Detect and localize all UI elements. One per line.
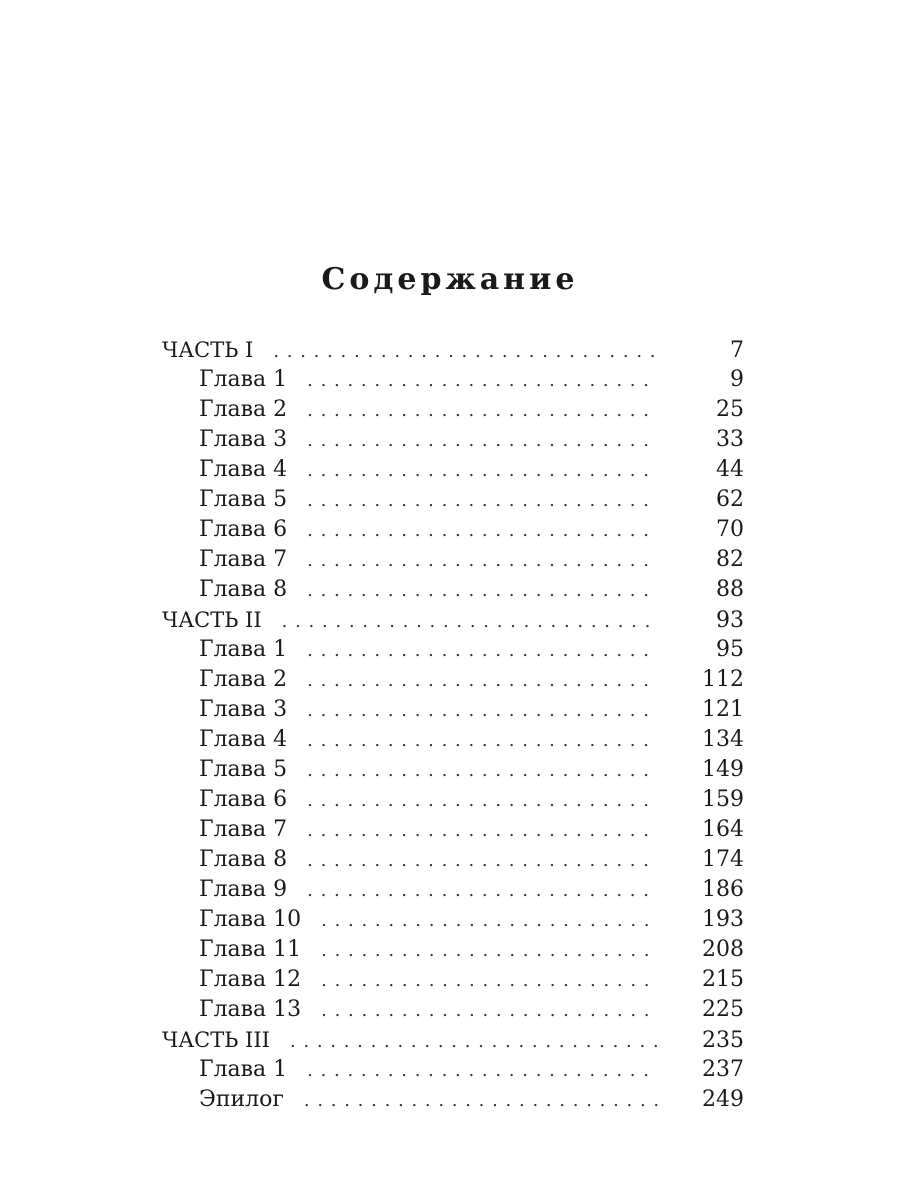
toc-chapter-entry [162, 395, 744, 425]
toc-entry-label: Глава 8 [199, 577, 288, 602]
dot-leader [307, 486, 658, 516]
dot-leader [307, 396, 658, 426]
toc-chapter-entry [162, 455, 744, 485]
dot-leader [307, 666, 658, 696]
dot-leader [307, 636, 658, 666]
dot-leader [282, 607, 658, 637]
toc-entry-label: Глава 11 [199, 937, 302, 962]
toc-page-number: 112 [702, 667, 744, 692]
toc-entry-label: Глава 3 [199, 697, 288, 722]
dot-leader [307, 756, 658, 786]
toc-entry-label: Глава 12 [199, 967, 302, 992]
toc-entry-label: Глава 9 [199, 877, 288, 902]
toc-chapter-entry [162, 995, 744, 1025]
dot-leader [307, 426, 658, 456]
toc-entry-label: Глава 6 [199, 787, 288, 812]
toc-entry-label: Глава 4 [199, 457, 288, 482]
toc-page-number: 88 [716, 577, 744, 602]
toc-page-number: 9 [730, 367, 744, 392]
toc-entry-label: Глава 3 [199, 427, 288, 452]
toc-page-number: 186 [702, 877, 744, 902]
toc-entry-label: Глава 4 [199, 727, 288, 752]
toc-entry-label: Глава 2 [199, 397, 288, 422]
toc-page-number: 208 [702, 937, 744, 962]
toc-chapter-entry [162, 905, 744, 935]
toc-part-entry [162, 335, 744, 365]
toc-entry-label: Глава 6 [199, 517, 288, 542]
dot-leader [290, 1027, 658, 1057]
toc-page-number: 215 [702, 967, 744, 992]
toc-page-number: 121 [702, 697, 744, 722]
toc-page-number: 149 [702, 757, 744, 782]
toc-page-number: 7 [730, 338, 744, 363]
toc-chapter-entry [162, 485, 744, 515]
dot-leader [307, 846, 658, 876]
dot-leader [321, 996, 658, 1026]
dot-leader [307, 876, 658, 906]
dot-leader [307, 696, 658, 726]
dot-leader [307, 576, 658, 606]
toc-page-number: 95 [716, 637, 744, 662]
toc-chapter-entry [162, 575, 744, 605]
toc-page-number: 70 [716, 517, 744, 542]
toc-part-entry [162, 605, 744, 635]
dot-leader [307, 816, 658, 846]
toc-chapter-entry [162, 365, 744, 395]
toc-page-number: 237 [702, 1057, 744, 1082]
page-title: Содержание [321, 262, 579, 297]
dot-leader [273, 337, 658, 367]
toc-chapter-entry [162, 1055, 744, 1085]
toc-chapter-entry [162, 815, 744, 845]
toc-entry-label: ЧАСТЬ III [162, 1028, 270, 1052]
toc-page-number: 225 [702, 997, 744, 1022]
toc-chapter-entry [162, 845, 744, 875]
toc-chapter-entry [162, 545, 744, 575]
toc-page-number: 93 [716, 608, 744, 633]
dot-leader [307, 366, 658, 396]
dot-leader [321, 936, 658, 966]
toc-entry-label: Глава 8 [199, 847, 288, 872]
toc-chapter-entry [162, 965, 744, 995]
toc-chapter-entry [162, 935, 744, 965]
toc-chapter-entry [162, 635, 744, 665]
toc-entry-label: Глава 7 [199, 547, 288, 572]
toc-chapter-entry [162, 875, 744, 905]
dot-leader [307, 516, 658, 546]
dot-leader [304, 1086, 658, 1116]
toc-chapter-entry [162, 785, 744, 815]
toc-chapter-entry [162, 695, 744, 725]
dot-leader [307, 726, 658, 756]
table-of-contents [162, 335, 744, 1115]
toc-chapter-entry [162, 1085, 744, 1115]
dot-leader [321, 906, 658, 936]
toc-entry-label: Глава 1 [199, 367, 288, 392]
toc-chapter-entry [162, 665, 744, 695]
toc-entry-label: ЧАСТЬ I [162, 338, 254, 362]
toc-page-number: 164 [702, 817, 744, 842]
toc-entry-label: Эпилог [199, 1087, 284, 1112]
dot-leader [307, 456, 658, 486]
toc-entry-label: Глава 2 [199, 667, 288, 692]
toc-page-number: 249 [702, 1087, 744, 1112]
toc-page-number: 134 [702, 727, 744, 752]
dot-leader [307, 786, 658, 816]
toc-chapter-entry [162, 755, 744, 785]
dot-leader [307, 546, 658, 576]
toc-page-number: 62 [716, 487, 744, 512]
toc-chapter-entry [162, 725, 744, 755]
toc-part-entry [162, 1025, 744, 1055]
toc-entry-label: Глава 5 [199, 487, 288, 512]
toc-entry-label: Глава 7 [199, 817, 288, 842]
toc-page-number: 33 [716, 427, 744, 452]
toc-entry-label: ЧАСТЬ II [162, 608, 262, 632]
toc-entry-label: Глава 5 [199, 757, 288, 782]
dot-leader [321, 966, 658, 996]
toc-entry-label: Глава 1 [199, 1057, 288, 1082]
toc-page-number: 44 [716, 457, 744, 482]
dot-leader [307, 1056, 658, 1086]
toc-page-number: 25 [716, 397, 744, 422]
toc-page-number: 159 [702, 787, 744, 812]
toc-page-number: 235 [702, 1028, 744, 1053]
toc-entry-label: Глава 10 [199, 907, 302, 932]
toc-page-number: 82 [716, 547, 744, 572]
toc-chapter-entry [162, 425, 744, 455]
toc-chapter-entry [162, 515, 744, 545]
toc-entry-label: Глава 1 [199, 637, 288, 662]
toc-entry-label: Глава 13 [199, 997, 302, 1022]
toc-page-number: 174 [702, 847, 744, 872]
toc-page-number: 193 [702, 907, 744, 932]
